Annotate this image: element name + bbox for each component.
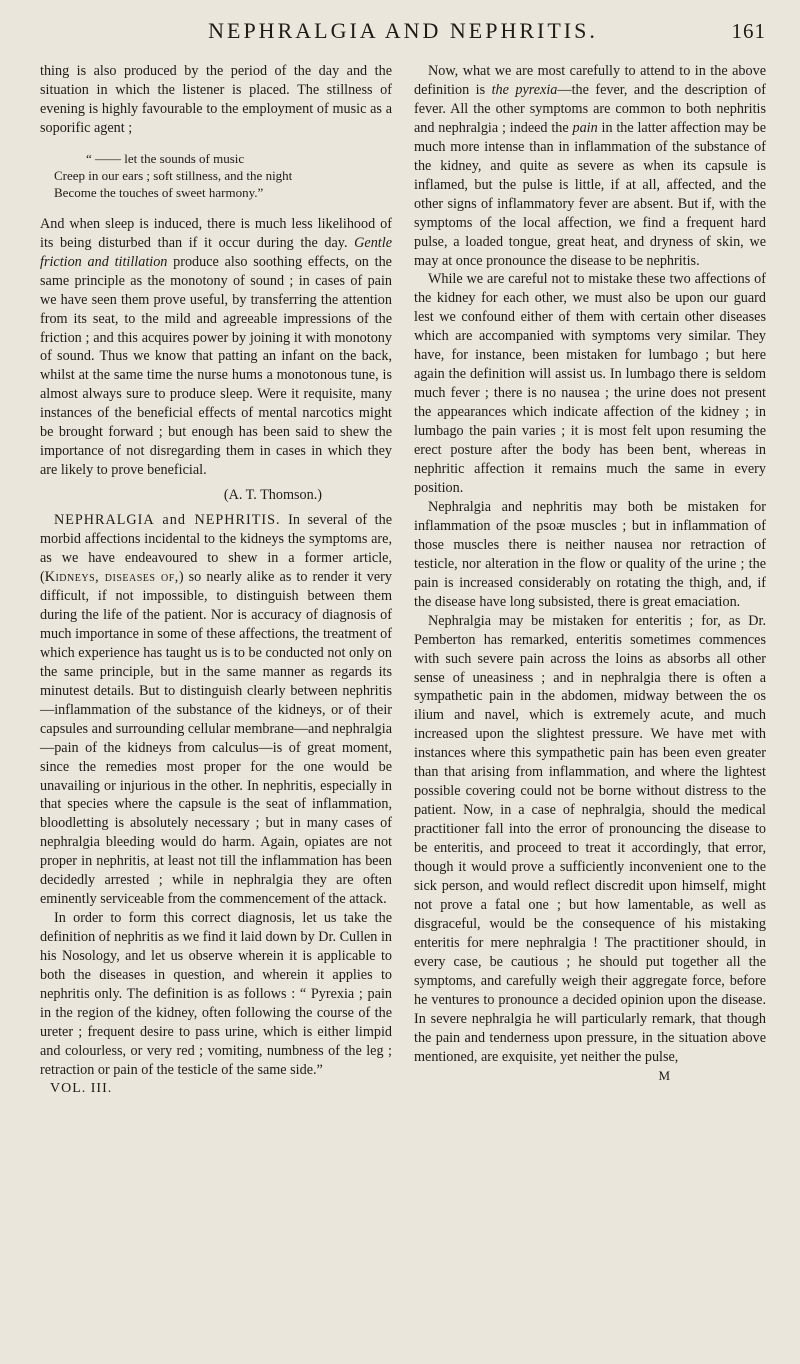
- italic-phrase: the pyrexia: [491, 81, 558, 98]
- paragraph: [40, 215, 392, 480]
- article-heading: NEPHRALGIA and NEPHRITIS.: [54, 512, 281, 529]
- paragraph: Nephralgia and nephritis may both be mistaken for inflammation of the psoæ muscles ; but in inflammation of those muscles there is neither nausea nor retraction of testicle, nor alteration in the flow or quality of the urine ; the pain is increased considerably on rotating the thigh, and, if the disease have long subsisted, there is great emaciation.: [414, 498, 766, 610]
- author-attribution: (A. T. Thomson.): [223, 487, 322, 504]
- signature-mark: M: [658, 1067, 670, 1083]
- italic-phrase: Gentle friction and titillation: [40, 234, 392, 270]
- paragraph: In order to form this correct diagnosis, let us take the definition of nephritis as we find it laid down by Dr. Cullen in his Nosology, and let us observe wherein it is applicable to both the diseases in question, and wherein it applies to nephritis only. The definition is as follows : “ Pyrexia ; pain in the region of the kidney, often following the course of the ureter ; frequent desire to pass urine, which is either limpid and colourless, or very red ; vomiting, numbness of the leg ; retraction or pain of the testicle of the same side.”: [40, 910, 392, 1078]
- text-run: And when sleep is induced, there is much less likelihood of its being disturbed than if it occur during the day.: [40, 215, 392, 251]
- article-paragraph: [40, 511, 392, 909]
- text-run: —the fever, and the description of fever. All the other symptoms are common to both nephritis and nephralgia ; indeed the: [414, 81, 766, 136]
- verse-line: Creep in our ears ; soft stillness, and the night: [54, 167, 293, 183]
- text-run: in the latter affection may be much more intense than in inflammation of the substance of the kidney, and quite as severe as when its capsule is inflamed, but the pulse is little, if at all, affected, and the other signs of inflammatory fever are absent. But if, with the symptoms of the local affection, we find a frequent hard pulse, a loaded tongue, great heat, and dryness of skin, we may at once pronounce the disease to be nephritis.: [414, 119, 767, 269]
- volume-signature: VOL. III.: [50, 1080, 113, 1096]
- italic-phrase: pain: [572, 119, 598, 136]
- text-run: ) so nearly alike as to render it very difficult, if not impossible, to distinguish between them during the life of the patient. Nor is accuracy of diagnosis of much importance in some of these affections, the treatment of which experience has taught us is to be conducted not only on the same principle, but in the same manner as regards its minutest details. But to distinguish clearly between nephritis—inflammation of the substance of the kidneys, or of their capsules and surrounding cellular membrane—and nephralgia—pain of the kidneys from calculus—is of great moment, since the remedies most proper for the one would be unavailing or injurious in the other. In nephritis, especially in that species where the capsule is the seat of inflammation, bloodletting is absolutely necessary ; but in many cases of nephralgia bleeding would do harm. Again, opiates are not proper in nephritis, at least not till the inflammation has been decidedly arrested ; while in nephralgia they are often eminently serviceable from the commencement of the attack.: [40, 569, 392, 908]
- page-number: 161: [731, 19, 766, 43]
- paragraph: Nephralgia may be mistaken for enteritis ; for, as Dr. Pemberton has remarked, enteritis sometimes commences with such severe pain across the loins as absorbs all other sense of uneasiness ; and in nephralgia there is often a sympathetic pain in the abdomen, midway between the os ilium and navel, which is extremely acute, and much increased upon the slightest pressure. We have met with instances where this sympathetic pain has been even greater than that arising from inflammation, and where the lightest possible covering could not be borne without distress to the patient. Now, in a case of nephralgia, should the medical practitioner fall into the error of pronouncing the disease to be enteritis, and proceed to treat it accordingly, that error, though it would prove a sufficiently inconvenient one to the sick person, and would reflect discredit upon himself, might not prove a fatal one ; but how lamentable, as well as disgraceful, would be the consequence of his mistaking enteritis for mere nephralgia ! The practitioner should, in every case, be cautious ; he should put together all the symptoms, and carefully weigh their aggregate force, before he ventures to pronounce a decided opinion upon the disease. In severe nephralgia he will particularly remark, that though the pain and tenderness upon pressure, in the situation above mentioned, are exquisite, yet neither the pulse,: [414, 612, 766, 1065]
- paragraph: thing is also produced by the period of the day and the situation in which the listener is placed. The stillness of evening is highly favourable to the employment of music as a soporific agent ;: [40, 63, 392, 136]
- text-run: produce also soothing effects, on the same principle as the monotony of sound ; in cases of pain we have seen them prove useful, by transferring the attention from its seat, to the mild and agreeable impressions of the friction ; and this acquires power by joining it with monotony of sound. Thus we know that patting an infant on the back, whilst at the same time the nurse hums a monotonous tune, is almost always sure to produce sleep. Were it requisite, many instances of the beneficial effects of mental narcotics might be brought forward ; but enough has been said to shew the importance of not disregarding them in cases in which they are likely to prove beneficial.: [40, 253, 392, 479]
- text-run: In several of the morbid affections incidental to the kidneys the symptoms are, as we have endeavoured to shew in a former article, (: [40, 512, 392, 586]
- verse-line: Become the touches of sweet harmony.”: [54, 184, 264, 200]
- cross-reference: Kidneys, diseases of,: [44, 569, 179, 586]
- running-title: NEPHRALGIA AND NEPHRITIS.: [208, 18, 598, 43]
- verse-quotation: [54, 150, 392, 201]
- right-column: [414, 62, 766, 1097]
- text-columns: [40, 62, 766, 1097]
- verse-line: “ —— let the sounds of music: [86, 150, 245, 166]
- paragraph: While we are careful not to mistake these two affections of the kidney for each other, we must also be upon our guard lest we confound either of them with certain other diseases which are accompanied with symptoms very similar. They have, for instance, been mistaken for lumbago ; but here again the definition will assist us. In lumbago there is seldom much fever ; there is no nausea ; the urine does not present the appearances which indicate affection of the kidney ; in lumbago the pain varies ; it is most felt upon resuming the erect posture after the body has been bent, whereas in nephritic affection it remains much the same in every position.: [414, 271, 766, 496]
- paragraph: [414, 62, 766, 270]
- page-header: [40, 18, 766, 48]
- text-run: Now, what we are most carefully to attend to in the above definition is: [414, 63, 766, 98]
- left-column: [40, 62, 392, 1097]
